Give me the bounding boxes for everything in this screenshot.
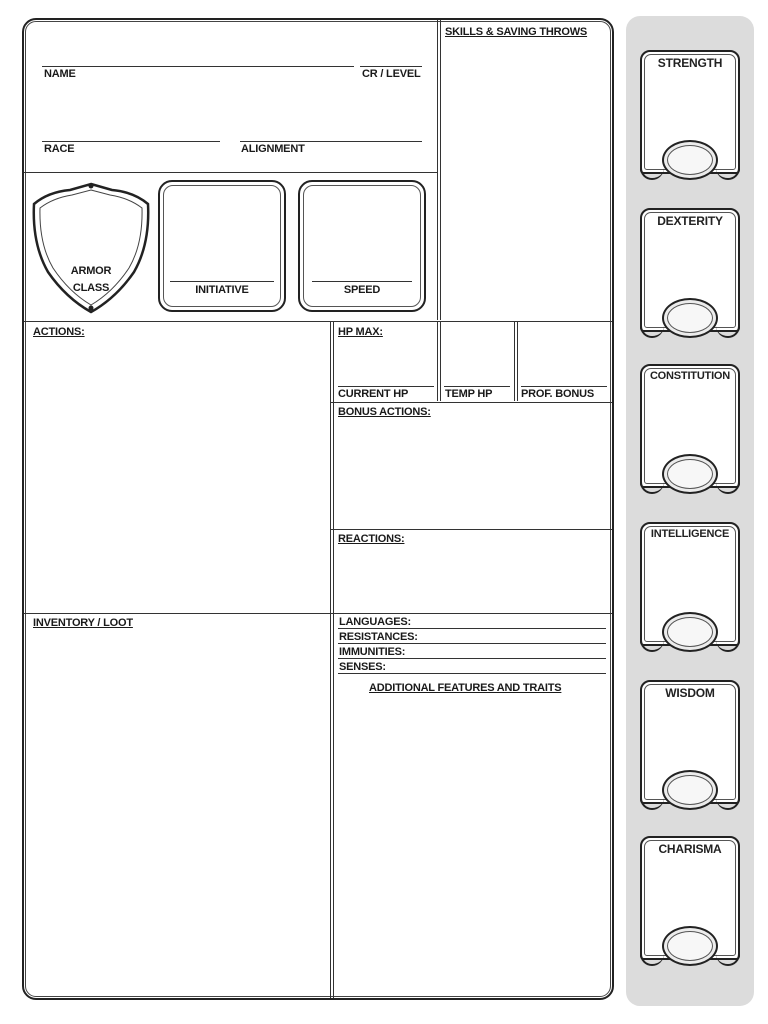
resistances-field[interactable] bbox=[416, 630, 606, 643]
constitution-modifier-field[interactable] bbox=[667, 459, 713, 489]
strength-modifier-field[interactable] bbox=[667, 145, 713, 175]
speed-label: SPEED bbox=[343, 284, 381, 296]
intelligence-score-field[interactable] bbox=[650, 548, 730, 606]
strength-scroll-left bbox=[640, 158, 664, 180]
race-line bbox=[42, 141, 220, 142]
current-hp-line bbox=[338, 386, 434, 387]
initiative-label: INITIATIVE bbox=[195, 284, 249, 296]
armor-class-label-2: CLASS bbox=[72, 282, 110, 294]
charisma-modifier-field[interactable] bbox=[667, 931, 713, 961]
lower-separator bbox=[24, 613, 612, 614]
actions-label: ACTIONS: bbox=[33, 326, 85, 338]
wisdom-scroll-right bbox=[716, 788, 740, 810]
name-line bbox=[42, 66, 354, 67]
charisma-score-field[interactable] bbox=[650, 862, 730, 920]
constitution-score-field[interactable] bbox=[650, 390, 730, 448]
intelligence-modifier-field[interactable] bbox=[667, 617, 713, 647]
cr-level-field[interactable] bbox=[362, 40, 422, 64]
intelligence-box bbox=[636, 518, 744, 656]
immunities-field[interactable] bbox=[414, 645, 606, 658]
name-label: NAME bbox=[44, 68, 76, 80]
bonus-actions-field[interactable] bbox=[338, 422, 608, 524]
race-field[interactable] bbox=[44, 115, 220, 139]
inventory-label: INVENTORY / LOOT bbox=[33, 617, 133, 629]
temp-hp-label: TEMP HP bbox=[445, 388, 493, 400]
strength-score-field[interactable] bbox=[650, 76, 730, 134]
cr-line bbox=[360, 66, 422, 67]
immunities-line bbox=[338, 658, 606, 659]
race-label: RACE bbox=[44, 143, 75, 155]
bonus-actions-label: BONUS ACTIONS: bbox=[338, 406, 431, 418]
additional-features-field[interactable] bbox=[338, 700, 608, 992]
middle-divider bbox=[330, 321, 334, 998]
initiative-line bbox=[170, 281, 274, 282]
dexterity-label: DEXTERITY bbox=[657, 214, 723, 228]
languages-field[interactable] bbox=[412, 615, 606, 628]
prof-bonus-label: PROF. BONUS bbox=[521, 388, 594, 400]
header-separator bbox=[24, 172, 438, 173]
skills-field[interactable] bbox=[444, 44, 608, 316]
dexterity-modifier-field[interactable] bbox=[667, 303, 713, 333]
temp-hp-field[interactable] bbox=[444, 326, 510, 384]
languages-line bbox=[338, 628, 606, 629]
dexterity-scroll-right bbox=[716, 316, 740, 338]
hp-divider-1 bbox=[437, 321, 441, 401]
temp-hp-line bbox=[444, 386, 510, 387]
dexterity-scroll-left bbox=[640, 316, 664, 338]
initiative-field[interactable] bbox=[170, 195, 274, 275]
wisdom-label: WISDOM bbox=[665, 686, 715, 700]
wisdom-box bbox=[636, 676, 744, 814]
constitution-scroll-left bbox=[640, 472, 664, 494]
intelligence-label: INTELLIGENCE bbox=[650, 528, 730, 540]
speed-field[interactable] bbox=[312, 195, 412, 275]
constitution-scroll-right bbox=[716, 472, 740, 494]
resistances-label: RESISTANCES: bbox=[339, 631, 418, 643]
dexterity-box bbox=[636, 204, 744, 342]
constitution-label: CONSTITUTION bbox=[649, 370, 731, 382]
senses-label: SENSES: bbox=[339, 661, 386, 673]
languages-label: LANGUAGES: bbox=[339, 616, 411, 628]
strength-box bbox=[636, 46, 744, 184]
hp-divider-2 bbox=[514, 321, 518, 401]
inventory-field[interactable] bbox=[32, 634, 324, 992]
charisma-scroll-right bbox=[716, 944, 740, 966]
prof-bonus-field[interactable] bbox=[521, 326, 607, 384]
bonus-actions-separator bbox=[331, 529, 612, 530]
senses-line bbox=[338, 673, 606, 674]
hp-row-separator bbox=[331, 402, 612, 403]
actions-field[interactable] bbox=[32, 342, 324, 608]
strength-scroll-right bbox=[716, 158, 740, 180]
resistances-line bbox=[338, 643, 606, 644]
wisdom-scroll-left bbox=[640, 788, 664, 810]
skills-label: SKILLS & SAVING THROWS bbox=[445, 26, 588, 38]
alignment-line bbox=[240, 141, 422, 142]
dexterity-score-field[interactable] bbox=[650, 234, 730, 292]
wisdom-modifier-field[interactable] bbox=[667, 775, 713, 805]
additional-features-label: ADDITIONAL FEATURES AND TRAITS bbox=[369, 682, 562, 694]
hp-max-field[interactable] bbox=[338, 342, 434, 384]
constitution-box bbox=[636, 360, 744, 498]
alignment-field[interactable] bbox=[241, 115, 421, 139]
current-hp-label: CURRENT HP bbox=[338, 388, 409, 400]
intelligence-scroll-left bbox=[640, 630, 664, 652]
combat-row-separator bbox=[24, 321, 612, 322]
speed-line bbox=[312, 281, 412, 282]
charisma-box bbox=[636, 832, 744, 970]
intelligence-scroll-right bbox=[716, 630, 740, 652]
armor-class-label-1: ARMOR bbox=[70, 265, 112, 277]
reactions-label: REACTIONS: bbox=[338, 533, 405, 545]
armor-class-field[interactable] bbox=[50, 200, 132, 260]
wisdom-score-field[interactable] bbox=[650, 706, 730, 764]
skills-divider bbox=[437, 20, 441, 320]
immunities-label: IMMUNITIES: bbox=[339, 646, 406, 658]
alignment-label: ALIGNMENT bbox=[241, 143, 305, 155]
cr-level-label: CR / LEVEL bbox=[362, 68, 421, 80]
charisma-label: CHARISMA bbox=[658, 842, 722, 856]
hp-max-label: HP MAX: bbox=[338, 326, 383, 338]
senses-field[interactable] bbox=[386, 660, 606, 673]
reactions-field[interactable] bbox=[338, 549, 608, 607]
prof-bonus-line bbox=[521, 386, 607, 387]
charisma-scroll-left bbox=[640, 944, 664, 966]
strength-label: STRENGTH bbox=[657, 56, 723, 70]
name-field[interactable] bbox=[44, 40, 352, 64]
